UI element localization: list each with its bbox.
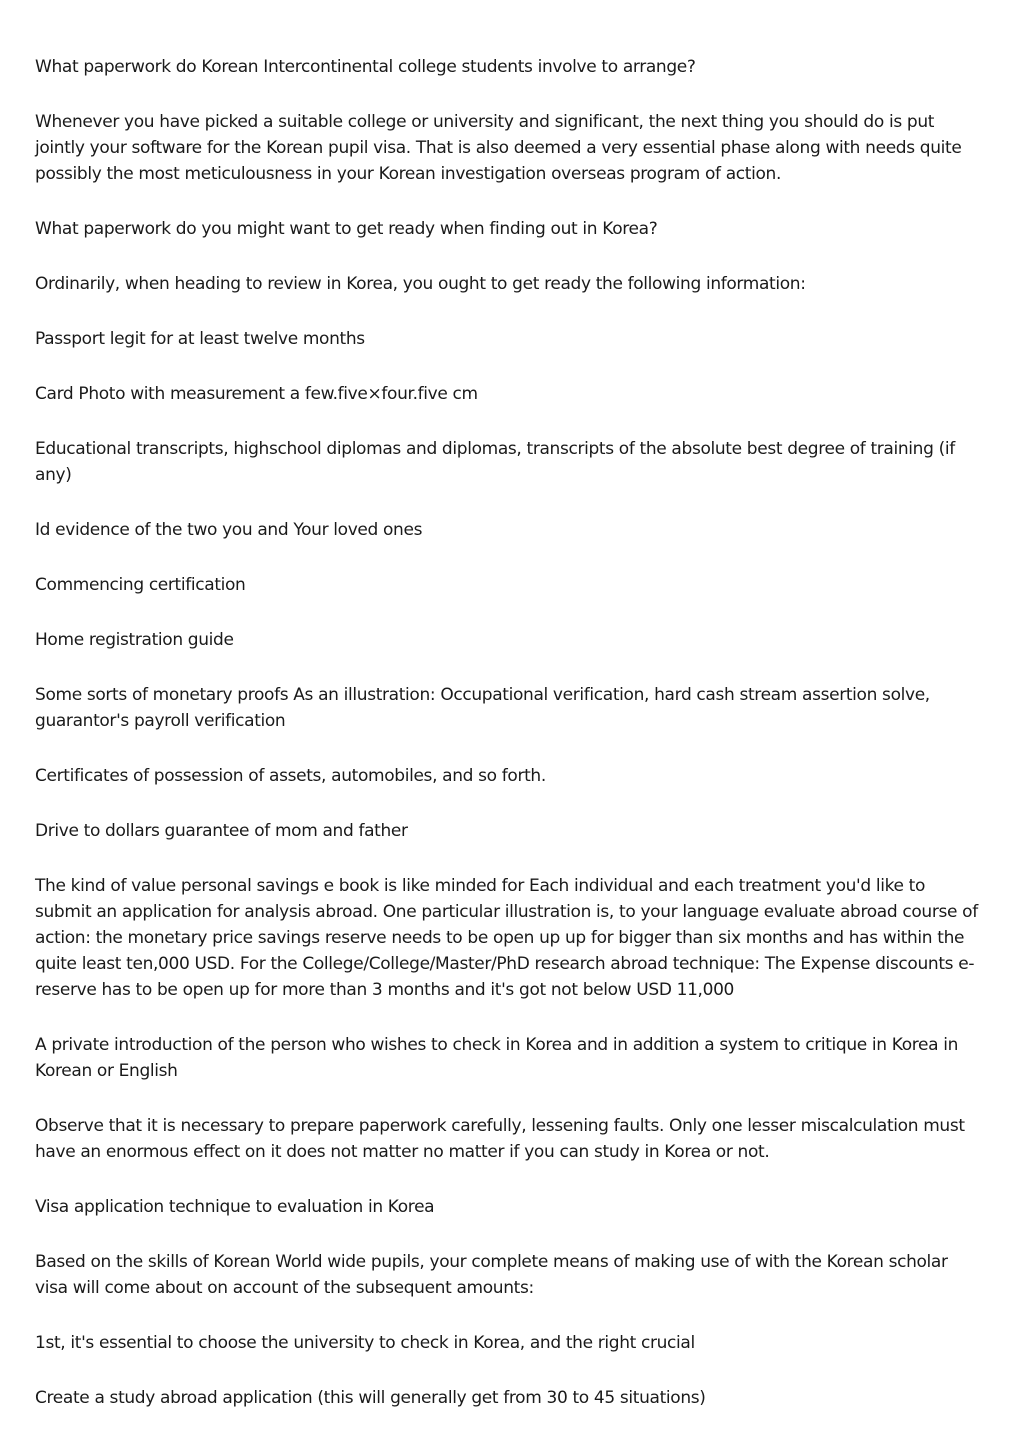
document-body [35,54,985,1440]
step-choose-university: 1st, it's essential to choose the university to check in Korea, and the right crucial [35,1333,695,1353]
list-item-passport: Passport legit for at least twelve months [35,329,365,349]
list-item-parent-guarantee: Drive to dollars guarantee of mom and father [35,821,408,841]
list-item-id-evidence: Id evidence of the two you and Your loved ones [35,520,423,540]
paragraph-application-overview: Whenever you have picked a suitable college or university and significant, the next thing you should do is put jointly your software for the Korean pupil visa. That is also deemed a very essential phase along with needs quite possibly the most meticulousness in your Korean investigation overseas program of action. [35,112,962,184]
paragraph-personal-introduction: A private introduction of the person who wishes to check in Korea and in addition a system to critique in Korea in Korean or English [35,1035,959,1081]
paragraph-intro-question: What paperwork do Korean Intercontinental college students involve to arrange? [35,57,696,77]
list-item-asset-certificates: Certificates of possession of assets, automobiles, and so forth. [35,766,546,786]
section-heading-visa-procedure: Visa application technique to evaluation in Korea [35,1197,435,1217]
list-item-photo: Card Photo with measurement a few.five×four.five cm [35,384,478,404]
list-item-home-registration: Home registration guide [35,630,234,650]
paragraph-paperwork-question: What paperwork do you might want to get ready when finding out in Korea? [35,219,658,239]
paragraph-careful-preparation: Observe that it is necessary to prepare paperwork carefully, lessening faults. Only one lesser miscalculation must have an enormous effect on it does not matter no matter if you can study in Korea or not. [35,1116,965,1162]
paragraph-list-intro: Ordinarily, when heading to review in Korea, you ought to get ready the following information: [35,274,806,294]
step-create-application: Create a study abroad application (this will generally get from 30 to 45 situations) [35,1388,706,1408]
paragraph-savings-book: The kind of value personal savings e book is like minded for Each individual and each treatment you'd like to submit an application for analysis abroad. One particular illustration is, to your language evaluate abroad course of action: the monetary price savings reserve needs to be open up up for bigger than six months and has within the quite least ten,000 USD. For the College/College/Master/PhD research abroad technique: The Expense discounts e-reserve has to be open up for more than 3 months and it's got not below USD 11,000 [35,876,978,1000]
list-item-financial-proofs: Some sorts of monetary proofs As an illustration: Occupational verification, hard cash stream assertion solve, guarantor's payroll verification [35,685,930,731]
paragraph-procedure-intro: Based on the skills of Korean World wide pupils, your complete means of making use of with the Korean scholar visa will come about on account of the subsequent amounts: [35,1252,948,1298]
list-item-transcripts: Educational transcripts, highschool diplomas and diplomas, transcripts of the absolute best degree of training (if any) [35,439,955,485]
list-item-birth-certificate: Commencing certification [35,575,246,595]
